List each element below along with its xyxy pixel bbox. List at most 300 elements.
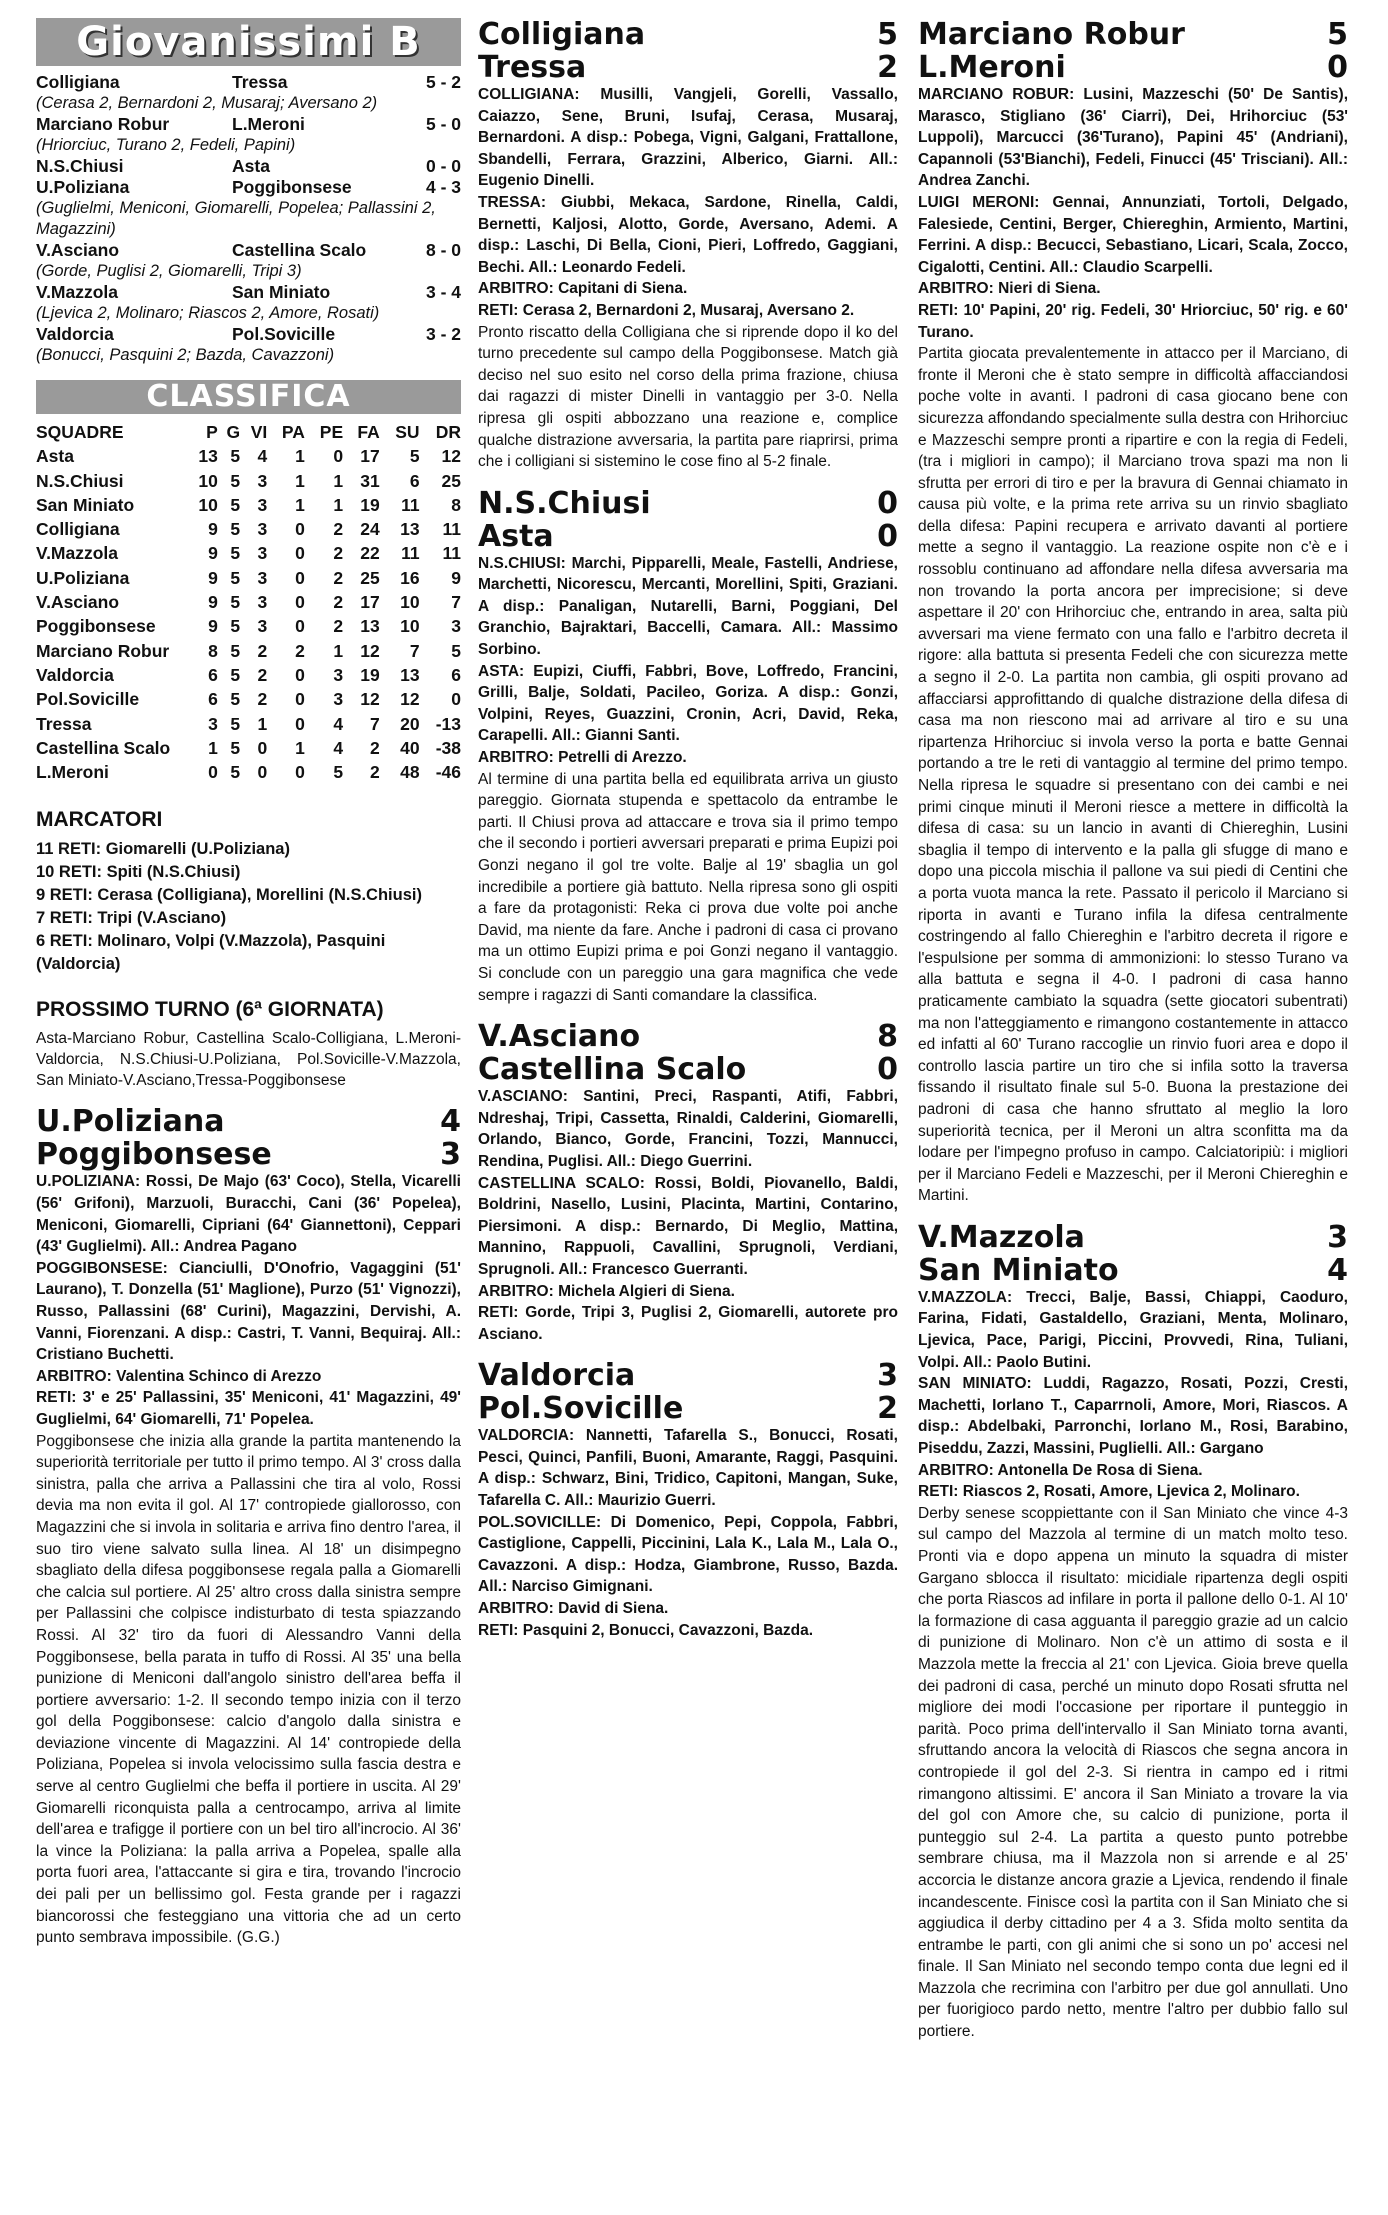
match-marciano	[918, 18, 1348, 1207]
stat-cell: 7	[370, 713, 380, 734]
stat-cell: 8	[451, 494, 461, 515]
lineup-text: Cerasa 2, Bernardoni 2, Musaraj, Aversano 2.	[518, 301, 855, 319]
scorers: (Hriorciuc, Turano 2, Fedeli, Papini)	[36, 136, 296, 154]
section-title-classifica: CLASSIFICA	[36, 380, 461, 414]
stat-cell: 13	[198, 446, 218, 467]
home-score: 8	[877, 1019, 898, 1055]
lineup-label: U.POLIZIANA:	[36, 1173, 141, 1191]
home-team: Colligiana	[478, 17, 646, 52]
stat-cell: 12	[441, 446, 461, 467]
stat-cell: -13	[435, 713, 461, 734]
lineup-label: ASTA:	[478, 662, 525, 680]
lineup-text: Capitani di Siena.	[553, 280, 688, 298]
team-name: Tressa	[36, 713, 92, 734]
stat-cell: 7	[451, 592, 461, 613]
stat-cell: 9	[451, 567, 461, 588]
stat-cell: 4	[333, 713, 344, 734]
stat-cell: 0	[295, 567, 305, 588]
lineup-label: TRESSA:	[478, 193, 547, 211]
scorers: (Gorde, Puglisi 2, Giomarelli, Tripi 3)	[36, 262, 302, 280]
lineup-label: ARBITRO:	[478, 1600, 554, 1618]
lineup-line	[36, 1171, 461, 1257]
lineup-label: CASTELLINA SCALO:	[478, 1174, 645, 1192]
lineup-text: Michela Algieri di Siena.	[553, 1282, 735, 1300]
marcatori-line: 6 RETI: Molinaro, Volpi (V.Mazzola), Pasquini (Valdorcia)	[36, 932, 386, 974]
away-score: 0	[877, 518, 898, 554]
stat-cell: 12	[360, 640, 380, 661]
home-score: 4	[440, 1104, 461, 1140]
stat-cell: 5	[230, 446, 241, 467]
score: 5 - 0	[425, 114, 461, 134]
result-item	[36, 282, 461, 324]
stat-cell: 3	[451, 616, 461, 637]
lineup-label: RETI:	[478, 301, 519, 319]
stat-cell: 10	[400, 616, 420, 637]
standings-row	[36, 736, 461, 760]
match-report	[918, 84, 1348, 1207]
lineup-line	[36, 1258, 461, 1366]
lineup-line	[918, 278, 1348, 300]
lineup-label: RETI:	[918, 1483, 959, 1501]
match-report	[918, 1287, 1348, 2043]
stat-cell: 2	[257, 640, 268, 661]
score: 4 - 3	[425, 177, 461, 197]
away-team: Poggibonsese	[36, 1137, 272, 1173]
home-team: Marciano Robur	[918, 17, 1185, 52]
stat-cell: 25	[360, 567, 380, 588]
stat-cell: 6	[451, 664, 461, 685]
stat-cell: 40	[400, 737, 420, 758]
lineup-line	[478, 661, 898, 747]
lineup-line	[478, 1598, 898, 1620]
standings-row	[36, 517, 461, 541]
lineup-text: Giubbi, Mekaca, Sardone, Rinella, Caldi, Bernetti, Kaljosi, Alotto, Gorde, Aversano, Ademi. A disp.: Laschi, Di Bella, Cioni, Pieri, Loffredo, Gaggiani, Bechi. All.: Leonardo Fedeli.	[478, 193, 898, 276]
match-report	[478, 1086, 898, 1345]
standings-header: SQUADRE P G VI PA PE FA SU DR	[36, 422, 461, 442]
lineup-text: Nieri di Siena.	[993, 280, 1101, 298]
lineup-line	[478, 553, 898, 661]
stat-cell: 31	[360, 470, 380, 491]
standings-row	[36, 541, 461, 565]
stat-cell: 0	[295, 616, 305, 637]
stat-cell: 0	[451, 689, 461, 710]
lineup-text: Nannetti, Tafarella S., Bonucci, Rosati, Pesci, Quinci, Panfili, Buoni, Amarante, Raggi, Pasquini. A disp.: Schwarz, Bini, Tridico, Capitoni, Mangan, Suke, Tafarella C. All.: Maurizio Guerri.	[478, 1427, 898, 1510]
stat-cell: 11	[401, 543, 420, 564]
match-away-row	[918, 51, 1348, 84]
stat-cell: 3	[257, 616, 268, 637]
lineup-line	[918, 1481, 1348, 1503]
team-name: N.S.Chiusi	[36, 470, 124, 491]
lineup-text: Valentina Schinco di Arezzo	[111, 1367, 322, 1385]
scorers: (Ljevica 2, Molinaro; Riascos 2, Amore, Rosati)	[36, 304, 380, 322]
away-score: 0	[1327, 50, 1348, 85]
team-name: Marciano Robur	[36, 640, 170, 661]
stat-cell: 0	[295, 543, 305, 564]
away-team: Asta	[478, 518, 554, 554]
score: 8 - 0	[425, 240, 461, 260]
lineup-text: Eupizi, Ciuffi, Fabbri, Bove, Loffredo, Francini, Grilli, Balje, Soldati, Pacileo, Goriza. A disp.: Gonzi, Volpini, Reyes, Guazzini, Cronin, Acri, David, Reka, Carapelli. All.: Gianni Santi.	[478, 662, 898, 745]
result-item	[36, 114, 461, 156]
home-score: 5	[1327, 17, 1348, 52]
column-right	[918, 18, 1348, 2043]
standings-row	[36, 493, 461, 517]
home-team: V.Mazzola	[36, 282, 119, 302]
lineup-line	[918, 1373, 1348, 1459]
away-team: Poggibonsese	[232, 177, 352, 197]
match-home-row	[36, 1105, 461, 1138]
lineup-label: POGGIBONSESE:	[36, 1259, 168, 1277]
lineup-label: RETI:	[478, 1621, 519, 1639]
stat-cell: 2	[333, 543, 344, 564]
stat-cell: 1	[295, 737, 305, 758]
lineup-line	[918, 84, 1348, 192]
stat-cell: 6	[208, 689, 218, 710]
stat-cell: 3	[257, 470, 268, 491]
match-home-row	[478, 18, 898, 51]
stat-cell: 1	[295, 494, 305, 515]
result-item	[36, 324, 461, 366]
stat-cell: 2	[370, 737, 380, 758]
stat-cell: 5	[333, 762, 344, 783]
stat-cell: 6	[208, 664, 218, 685]
lineup-line	[918, 1460, 1348, 1482]
stat-cell: 19	[360, 494, 380, 515]
lineup-label: RETI:	[36, 1389, 77, 1407]
standings-row	[36, 444, 461, 468]
away-team: L.Meroni	[918, 50, 1066, 85]
marcatori-title: MARCATORI	[36, 808, 163, 832]
match-away-row	[478, 1053, 898, 1086]
stat-cell: 2	[295, 640, 305, 661]
stat-cell: 2	[333, 616, 344, 637]
home-team: V.Asciano	[478, 1019, 641, 1055]
match-mazzola	[918, 1221, 1348, 2043]
team-name: U.Poliziana	[36, 567, 130, 588]
home-team: Valdorcia	[36, 324, 114, 344]
team-name: San Miniato	[36, 494, 135, 515]
score: 0 - 0	[425, 156, 461, 176]
stat-cell: 5	[230, 664, 241, 685]
stat-cell: 9	[208, 543, 218, 564]
stat-cell: 1	[208, 737, 218, 758]
standings-row	[36, 614, 461, 638]
lineup-label: ARBITRO:	[918, 280, 994, 298]
away-score: 2	[877, 1391, 898, 1427]
article-text: Pronto riscatto della Colligiana che si riprende dopo il ko del turno precedente sul campo della Poggibonsese. Match già deciso nel suo esito nel corso della prima frazione, chiusa dai ragazzi di mister Dinelli in vantaggio per 3-0. Nella ripresa gli ospiti abbozzano una reazione e, complice qualche distrazione avversaria, la partita pare riaprirsi, prima che i colligiani si sistemino le cose fino al 5-2 finale.	[478, 323, 898, 471]
marcatori-line: 9 RETI: Cerasa (Colligiana), Morellini (N.S.Chiusi)	[36, 886, 422, 905]
stat-cell: 9	[208, 519, 218, 540]
article-text: Partita giocata prevalentemente in attacco per il Marciano, di fronte il Meroni che è stato sempre in difficoltà affacciandosi poche volte in avanti. I padroni di casa giocano bene con sicurezza affondando specialmente sulla destra con Hrihorciuc e Mazzeschi sempre pronti a ripartire e con la regia di Fedeli, (tra i migliori in campo); il Marciano trova spazi ma non li sfrutta per errori di tiro e per la bravura di Gennai chiamato in causa più volte, e la prima rete arriva su un rinvio sbagliato della difesa: Papini recupera e arrivato davanti al portiere mette a segno il vantaggio. La reazione ospite non c'è e i rossoblu continuano ad affondare nella difesa avversaria ma non trovando la porta ancora per imprecisione; si deve aspettare il 20' con Hrihorciuc che, entrando in area, salta più avversari ma viene fermato con una fallo e l'arbitro decreta il rigore: alla battuta si presenta Fedeli che con sicurezza mette a segno il 2-0. La partita non cambia, gli ospiti provano ad affacciarsi approfittando di qualche distrazione della difesa di casa ma non riescono mai ad arrivare al tiro e su una ripartenza Hrihorciuc si invola verso la porta e batte Gennai portando a tre le reti di vantaggio al termine del primo tempo. Nella ripresa le squadre si presentano con dei cambi e nei primi cinque minuti il Meroni riesce a mettere in difficoltà la difesa di casa: su un lancio in avanti di Chiereghin, Lusini sbaglia il tempo di intervento e la palla gli sfugge di mano e dopo una piccola mischia il pallone va sui piedi di Centini che a porta vuota manca la rete. Passato il pericolo il Marciano si riporta in avanti e Turano infila la difesa centralmente costringendo al fallo Chiereghin e l'arbitro decreta il rigore e l'espulsione per somma di ammonizioni: lo stesso Turano va alla battuta e segna il 4-0. I padroni di casa hanno praticamente cambiato la squadra (sette giocatori subentrati) ma non l'atteggiamento e rimangono costantemente in attacco ed infatti al 60' Turano raccoglie un rinvio fuori area e dopo il controllo lascia partire un tiro che si infila sotto la traversa fissando il risultato finale sul 5-0. Buona la prestazione dei padroni di casa che hanno sfruttato al meglio la loro superiorità tecnica, per il Meroni un altra sconfitta ma da lodare per l'impegno profuso in campo. Calciatoripiù: i migliori per il Marciano Fedeli e Mazzeschi, per il Meroni Chiereghin e Martini.	[918, 345, 1348, 1205]
stat-cell: 2	[333, 592, 344, 613]
home-score: 3	[877, 1358, 898, 1394]
home-team: Marciano Robur	[36, 114, 170, 134]
match-home-row	[478, 1020, 898, 1053]
stat-cell: 5	[230, 616, 241, 637]
prossimo-text: Asta-Marciano Robur, Castellina Scalo-Colligiana, L.Meroni-Valdorcia, N.S.Chiusi-U.Poliziana, Pol.Sovicille-V.Mazzola, San Miniato-V.Asciano,Tressa-Poggibonsese	[36, 1030, 461, 1090]
match-chiusi	[478, 487, 898, 1006]
stat-cell: 2	[370, 762, 380, 783]
stat-cell: 9	[208, 592, 218, 613]
lineup-line	[478, 1425, 898, 1511]
scorers: (Cerasa 2, Bernardoni 2, Musaraj; Aversano 2)	[36, 94, 378, 112]
away-team: Tressa	[232, 72, 288, 92]
stat-cell: 16	[400, 567, 420, 588]
stat-cell: 2	[257, 689, 268, 710]
stat-cell: 5	[230, 567, 241, 588]
lineup-line	[478, 84, 898, 192]
stat-cell: 20	[400, 713, 420, 734]
stat-cell: 3	[333, 689, 344, 710]
lineup-text: Cianciulli, D'Onofrio, Vagaggini (51' Laurano), T. Donzella (51' Maglione), Purzo (51' Vignozzi), Russo, Pallassini (68' Curini), Magazzini, Dervishi, A. Vanni, Fiorenzani. A disp.: Castri, T. Vanni, Bequiraj. All.: Cristiano Buchetti.	[36, 1259, 461, 1364]
stat-cell: 2	[333, 519, 344, 540]
stat-cell: 5	[230, 713, 241, 734]
stat-cell: 12	[360, 689, 380, 710]
lineup-text: Pasquini 2, Bonucci, Cavazzoni, Bazda.	[518, 1621, 814, 1639]
lineup-text: Riascos 2, Rosati, Amore, Ljevica 2, Molinaro.	[958, 1483, 1300, 1501]
score: 3 - 2	[425, 324, 461, 344]
lineup-label: COLLIGIANA:	[478, 86, 580, 103]
team-name: L.Meroni	[36, 762, 109, 783]
stat-cell: 0	[295, 713, 305, 734]
stat-cell: 5	[230, 519, 241, 540]
stat-cell: 0	[295, 689, 305, 710]
lineup-text: Gennai, Annunziati, Tortoli, Delgado, Falesiede, Centini, Berger, Chiereghin, Armiento, Martini, Ferrini. A disp.: Becucci, Sebastiano, Licari, Scala, Zocco, Cigalotti, Centini. All.: Claudio Scarpelli.	[918, 193, 1348, 276]
stat-cell: 11	[442, 519, 461, 540]
standings-row	[36, 566, 461, 590]
lineup-label: RETI:	[478, 1304, 519, 1322]
stat-cell: 5	[230, 762, 241, 783]
stat-cell: 0	[208, 762, 218, 783]
match-home-row	[478, 487, 898, 520]
stat-cell: 25	[441, 470, 461, 491]
home-team: U.Poliziana	[36, 1104, 225, 1140]
article-text: Al termine di una partita bella ed equilibrata arriva un giusto pareggio. Giornata stupenda e spettacolo da entrambe le parti. Il Chiusi prova ad attaccare e trova sia il primo tempo che il secondo i portieri avversari preparati e prima Eupizi poi Gonzi negano il gol tre volte. Balje al 19' sbaglia un gol incredibile a portiere già battuto. Nella ripresa sono gli ospiti a fare da protagonisti: Reka ci prova due volte poi anche David, ma niente da fare. Anche i padroni di casa ci provano ma un ottimo Eupizi prima e poi Gonzi negano il vantaggio. Si conclude con un pareggio una gara magnifica che vede sempre i ragazzi di Santi comandare la classifica.	[478, 770, 898, 1004]
stat-cell: 5	[230, 470, 241, 491]
stat-cell: 5	[409, 446, 420, 467]
lineup-text: Gorde, Tripi 3, Puglisi 2, Giomarelli, autorete pro Asciano.	[478, 1304, 898, 1343]
stat-cell: 5	[230, 543, 241, 564]
standings-table	[36, 420, 461, 784]
result-item	[36, 156, 461, 177]
stat-cell: 9	[208, 616, 218, 637]
stat-cell: 22	[360, 543, 380, 564]
match-valdorcia	[478, 1359, 898, 1641]
stat-cell: 9	[208, 567, 218, 588]
team-name: Pol.Sovicille	[36, 689, 140, 710]
marcatori-line: 11 RETI: Giomarelli (U.Poliziana)	[36, 840, 290, 859]
stat-cell: 7	[409, 640, 420, 661]
stat-cell: 1	[257, 713, 268, 734]
match-colligiana	[478, 18, 898, 473]
home-score: 0	[877, 485, 898, 521]
match-poliziana	[36, 1105, 461, 1948]
stat-cell: 1	[333, 640, 344, 661]
stat-cell: 10	[400, 592, 420, 613]
lineup-text: Di Domenico, Pepi, Coppola, Fabbri, Castiglione, Cappelli, Piccinini, Lala K., Lala M., Lala O., Cavazzoni. A disp.: Hodza, Giambrone, Russo, Bazda. All.: Narciso Gimignani.	[478, 1513, 898, 1596]
stat-cell: 5	[230, 640, 241, 661]
result-item	[36, 240, 461, 282]
lineup-text: 3' e 25' Pallassini, 35' Meniconi, 41' Magazzini, 49' Guglielmi, 64' Giomarelli, 71' Popelea.	[36, 1389, 461, 1428]
stat-cell: 13	[400, 664, 420, 685]
lineup-label: ARBITRO:	[918, 1461, 994, 1479]
lineup-label: MARCIANO ROBUR:	[918, 86, 1075, 103]
stat-cell: 3	[257, 543, 268, 564]
lineup-label: ARBITRO:	[478, 1282, 554, 1300]
lineup-label: VALDORCIA:	[478, 1427, 575, 1445]
marcatori-line: 7 RETI: Tripi (V.Asciano)	[36, 909, 227, 928]
stat-cell: 3	[257, 494, 268, 515]
away-team: Tressa	[478, 50, 587, 85]
lineup-text: Petrelli di Arezzo.	[553, 749, 687, 767]
away-score: 3	[440, 1137, 461, 1173]
standings-row	[36, 663, 461, 687]
stat-cell: 3	[257, 592, 268, 613]
results-list	[36, 72, 461, 366]
lineup-line	[478, 747, 898, 769]
home-team: U.Poliziana	[36, 177, 130, 197]
match-away-row	[918, 1254, 1348, 1287]
match-report	[478, 84, 898, 473]
lineup-line	[918, 1287, 1348, 1373]
home-score: 5	[877, 17, 898, 52]
scorers: (Bonucci, Pasquini 2; Bazda, Cavazzoni)	[36, 346, 335, 364]
stat-cell: 0	[295, 762, 305, 783]
stat-cell: 1	[295, 446, 305, 467]
away-score: 2	[877, 50, 898, 85]
standings-row	[36, 712, 461, 736]
standings-row	[36, 639, 461, 663]
team-name: V.Asciano	[36, 592, 120, 613]
match-away-row	[478, 520, 898, 553]
lineup-text: 10' Papini, 20' rig. Fedeli, 30' Hriorciuc, 50' rig. e 60' Turano.	[918, 301, 1348, 341]
stat-cell: 2	[257, 664, 268, 685]
lineup-line	[478, 192, 898, 278]
team-name: Colligiana	[36, 519, 120, 540]
team-name: Castellina Scalo	[36, 737, 171, 758]
stat-cell: 3	[333, 664, 344, 685]
standings-row	[36, 469, 461, 493]
stat-cell: 8	[208, 640, 218, 661]
stat-cell: 2	[333, 567, 344, 588]
lineup-line	[478, 278, 898, 300]
away-score: 0	[877, 1052, 898, 1088]
lineup-line	[478, 1620, 898, 1642]
stat-cell: 5	[230, 737, 241, 758]
lineup-label: ARBITRO:	[36, 1367, 112, 1385]
stat-cell: 1	[333, 494, 344, 515]
match-home-row	[918, 1221, 1348, 1254]
stat-cell: 10	[198, 470, 218, 491]
section-title-giovanissimi: Giovanissimi B	[36, 18, 461, 66]
lineup-line	[36, 1366, 461, 1388]
home-team: N.S.Chiusi	[36, 156, 124, 176]
home-score: 3	[1327, 1219, 1348, 1255]
scorers: (Guglielmi, Meniconi, Giomarelli, Popelea; Pallassini 2, Magazzini)	[36, 199, 436, 238]
stat-cell: -38	[435, 737, 461, 758]
stat-cell: 0	[295, 664, 305, 685]
stat-cell: 6	[409, 470, 420, 491]
article-text: Poggibonsese che inizia alla grande la partita mantenendo la superiorità territoriale per tutto il primo tempo. Al 3' cross dalla sinistra, palla che arriva a Pallassini che tira al volo, Rossi devia ma non evita il gol. Al 17' contropiede giallorosso, con Magazzini che si invola in solitaria e arriva fino dentro l'area, il suo tiro viene salvato sulla linea. Al 18' un disimpegno sbagliato della difesa poggibonsese regala palla a Giomarelli che calcia sul portiere. Al 25' altro cross dalla sinistra sempre per Pallassini che colpisce indisturbato di testa spiazzando Rossi. Al 32' tiro da fuori di Alessandro Vanni della Poggibonsese, bella parata in tuffo di Rossi. Al 35' una bella punizione di Meniconi dall'angolo sinistro dell'area beffa il portiere avversario: 1-2. Il secondo tempo inizia con il terzo gol della Poggibonsese: calcio d'angolo dalla sinistra e deviazione vincente di Magazzini. Al 14' contropiede della Poliziana, Popelea si invola velocissimo sulla fascia destra e serve al centro Guglielmi che beffa il portiere in uscita. Al 29' Giomarelli riconquista palla a centrocampo, arriva al limite dell'area e trafigge il portiere con un bel tiro all'incrocio. Al 36' la vince la Poliziana: la palla arriva a Popelea, spalle alla porta fuori area, l'attaccante si gira e tira, trovando l'incrocio dei pali per un bellissimo gol. Festa grande per i ragazzi biancorossi che festeggiano una vittoria che ad un certo punto sembrava impossibile. (G.G.)	[36, 1432, 461, 1947]
score: 5 - 2	[425, 72, 461, 92]
lineup-label: N.S.CHIUSI:	[478, 554, 566, 572]
match-home-row	[478, 1359, 898, 1392]
standings-row	[36, 687, 461, 711]
stat-cell: -46	[435, 762, 461, 783]
lineup-text: Rossi, Boldi, Piovanello, Baldi, Boldrini, Nasello, Lusini, Placinta, Martini, Contarino, Piersimoni. A disp.: Bernardo, Di Meglio, Mattina, Mannino, Rappuoli, Cavallini, Sprugnoli, Verdiani, Sprugnoli. All.: Francesco Guerranti.	[478, 1174, 898, 1278]
home-team: V.Mazzola	[918, 1219, 1085, 1255]
stat-cell: 19	[360, 664, 380, 685]
stat-cell: 1	[295, 470, 305, 491]
stat-cell: 13	[400, 519, 420, 540]
stat-cell: 3	[208, 713, 218, 734]
home-team: V.Asciano	[36, 240, 120, 260]
lineup-text: Lusini, Mazzeschi (50' De Santis), Marasco, Stigliano (36' Ciarri), Dei, Hrihorciuc (53' Luppoli), Marcucci (36'Turano), Papini 45' (Andriani), Capannoli (53'Bianchi), Fedeli, Finucci (45' Trisciani). All.: Andrea Zanchi.	[918, 86, 1348, 190]
column-middle	[478, 18, 898, 1641]
stat-cell: 0	[333, 446, 344, 467]
lineup-line	[478, 300, 898, 322]
stat-cell: 0	[295, 519, 305, 540]
lineup-label: ARBITRO:	[478, 749, 554, 767]
match-report	[478, 553, 898, 1006]
stat-cell: 3	[257, 567, 268, 588]
lineup-line	[36, 1387, 461, 1430]
lineup-label: LUIGI MERONI:	[918, 193, 1040, 211]
score: 3 - 4	[425, 282, 461, 302]
stat-cell: 17	[360, 592, 380, 613]
standings-row	[36, 760, 461, 784]
away-team: Castellina Scalo	[232, 240, 367, 260]
lineup-line	[478, 1512, 898, 1598]
away-team: Pol.Sovicille	[232, 324, 336, 344]
away-score: 4	[1327, 1252, 1348, 1288]
lineup-text: Antonella De Rosa di Siena.	[993, 1461, 1203, 1479]
lineup-text: David di Siena.	[553, 1600, 669, 1618]
home-team: Colligiana	[36, 72, 120, 92]
team-name: V.Mazzola	[36, 543, 119, 564]
match-away-row	[478, 1392, 898, 1425]
stat-cell: 0	[257, 737, 268, 758]
stat-cell: 5	[230, 592, 241, 613]
lineup-label: RETI:	[918, 301, 959, 319]
home-team: N.S.Chiusi	[478, 485, 651, 521]
lineup-text: Trecci, Balje, Bassi, Chiappi, Caoduro, Farina, Fidati, Gastaldello, Graziani, Menta, Molinaro, Ljevica, Pace, Parigi, Piccini, Provvedi, Rina, Tuliani, Volpi. All.: Paolo Butini.	[918, 1288, 1348, 1371]
away-team: Castellina Scalo	[478, 1052, 747, 1088]
lineup-line	[478, 1086, 898, 1172]
match-away-row	[36, 1138, 461, 1171]
match-home-row	[918, 18, 1348, 51]
match-asciano	[478, 1020, 898, 1345]
marcatori-list	[36, 838, 461, 976]
lineup-label: SAN MINIATO:	[918, 1375, 1032, 1393]
stat-cell: 1	[333, 470, 344, 491]
lineup-line	[478, 1281, 898, 1303]
away-team: San Miniato	[232, 282, 331, 302]
lineup-label: ARBITRO:	[478, 280, 554, 298]
lineup-text: Rossi, De Majo (63' Coco), Stella, Vicarelli (56' Grifoni), Marzuoli, Buracchi, Cani (36' Popelea), Meniconi, Giomarelli, Cipriani (64' Giannettoni), Ceppari (43' Guglielmi). All.: Andrea Pagano	[36, 1173, 461, 1256]
lineup-text: Marchi, Pipparelli, Meale, Fastelli, Andriese, Marchetti, Nicorescu, Mercanti, Morellini, Spiti, Graziani. A disp.: Panaligan, Nutarelli, Barni, Poggiani, Del Granchio, Bajraktari, Baccelli, Camara. All.: Massimo Sorbino.	[478, 554, 898, 659]
team-name: Poggibonsese	[36, 616, 156, 637]
away-team: Pol.Sovicille	[478, 1391, 684, 1427]
standings-row	[36, 590, 461, 614]
stat-cell: 5	[230, 494, 241, 515]
lineup-text: Musilli, Vangjeli, Gorelli, Vassallo, Caiazzo, Sene, Bruni, Isufaj, Cerasa, Musaraj, Bernardoni. A disp.: Pobega, Vigni, Galgani, Frattallone, Sbandelli, Ferrara, Grazzini, Alberico, Giarni. All.: Eugenio Dinelli.	[478, 86, 898, 190]
stat-cell: 3	[257, 519, 268, 540]
lineup-text: Santini, Preci, Raspanti, Atifi, Fabbri, Ndreshaj, Tripi, Cassetta, Rinaldi, Calderini, Giomarelli, Orlando, Bianco, Gorde, Francini, Tozzi, Mannucci, Rendina, Puglisi. All.: Diego Guerrini.	[478, 1088, 898, 1170]
stat-cell: 10	[198, 494, 218, 515]
lineup-label: V.MAZZOLA:	[918, 1288, 1013, 1306]
prossimo-title: PROSSIMO TURNO (6ª GIORNATA)	[36, 998, 384, 1022]
lineup-line	[918, 192, 1348, 278]
